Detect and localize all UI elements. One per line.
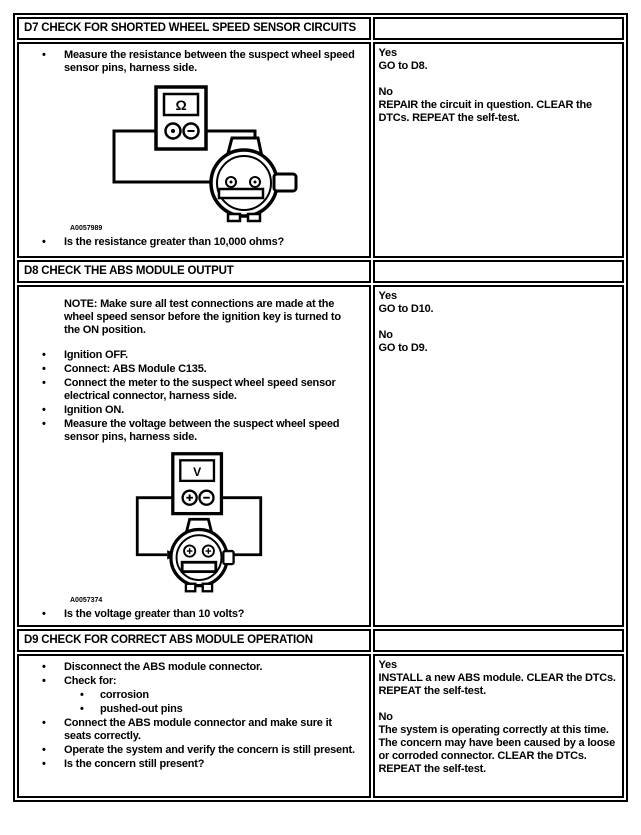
d8-figure-label: A0057374 [70, 597, 103, 604]
d9-header-cell [17, 629, 371, 652]
spacer [379, 73, 619, 86]
d8-step-text: Measure the voltage between the suspect wheel speed sensor pins, harness side. [64, 418, 340, 443]
volt-symbol: V [193, 465, 202, 480]
d9-yes-label: Yes [378, 659, 397, 671]
d9-header-empty-cell [373, 629, 625, 652]
d8-step-text: Connect: ABS Module C135. [64, 363, 207, 375]
d7-header-empty-cell [373, 17, 625, 40]
d8-question-item [22, 608, 366, 621]
bullet-icon: • [42, 49, 46, 61]
bullet-icon: • [42, 377, 46, 389]
bullet-icon: • [42, 418, 46, 430]
d7-step-item [22, 49, 366, 75]
d8-header-cell [17, 260, 371, 283]
d8-question-text: Is the voltage greater than 10 volts? [64, 608, 245, 620]
bullet-icon: • [42, 349, 46, 361]
d9-header-title: D9 CHECK FOR CORRECT ABS MODULE OPERATION [24, 634, 313, 646]
d9-substep-text: pushed-out pins [100, 703, 183, 715]
d7-no-label: No [378, 86, 393, 98]
d8-no-action: GO to D9. [378, 342, 428, 354]
d9-step-text: Check for: [64, 675, 117, 687]
d9-result-cell [373, 654, 625, 798]
bullet-icon: • [42, 608, 46, 620]
d8-body-row [17, 285, 624, 627]
d9-step-text: Disconnect the ABS module connector. [64, 661, 263, 673]
d9-substep-item [22, 689, 366, 702]
d8-header-row [17, 260, 624, 283]
d8-test-step-cell [17, 285, 371, 627]
d9-step-item [22, 675, 366, 688]
d8-no-label: No [378, 329, 393, 341]
d9-step-item [22, 744, 366, 757]
d8-note: NOTE: Make sure all test connections are made at the wheel speed sensor before the ignition key is turned to the ON position. [64, 298, 341, 336]
d9-question-item [22, 758, 366, 771]
d8-step-item [22, 404, 366, 417]
d8-step-item [22, 349, 366, 362]
d9-no-label: No [378, 711, 393, 723]
d8-figure [124, 450, 366, 595]
d9-step-text: Connect the ABS module connector and make sure it seats correctly. [64, 717, 332, 742]
d8-yes-label: Yes [378, 290, 397, 302]
d7-body-row [17, 42, 624, 258]
d9-header-row [17, 629, 624, 652]
bullet-icon: • [42, 661, 46, 673]
d7-no-action: REPAIR the circuit in question. CLEAR the DTCs. REPEAT the self-test. [378, 99, 595, 124]
d9-step-text: Operate the system and verify the concern is still present. [64, 744, 355, 756]
ohmmeter-test-diagram [94, 83, 324, 223]
bullet-icon: • [42, 236, 46, 248]
d7-figure [94, 83, 366, 223]
wheel-speed-sensor-connector-icon [171, 519, 234, 591]
ohmmeter-icon [156, 87, 206, 149]
d9-step-item [22, 661, 366, 674]
bullet-icon: • [42, 675, 46, 687]
ohm-symbol: Ω [175, 97, 187, 113]
d7-figure-label: A0057989 [70, 225, 103, 232]
d9-substep-item [22, 703, 366, 716]
d7-yes-label: Yes [378, 47, 397, 59]
bullet-icon: • [42, 717, 46, 729]
d9-yes-action: INSTALL a new ABS module. CLEAR the DTCs. REPEAT the self-test. [378, 672, 619, 697]
d7-step-text: Measure the resistance between the suspect wheel speed sensor pins, harness side. [64, 49, 355, 74]
d7-test-step-cell [17, 42, 371, 258]
d7-yes-action: GO to D8. [378, 60, 428, 72]
d9-step-item [22, 717, 366, 743]
bullet-icon: • [42, 404, 46, 416]
wheel-speed-sensor-icon [211, 138, 296, 221]
d9-body-row [17, 654, 624, 798]
voltmeter-test-diagram [124, 450, 274, 595]
d8-yes-action: GO to D10. [378, 303, 434, 315]
bullet-icon: • [80, 689, 84, 701]
d9-test-step-cell [17, 654, 371, 798]
pinpoint-test-table [13, 13, 628, 802]
d7-header-row [17, 17, 624, 40]
d9-substep-text: corrosion [100, 689, 149, 701]
d7-header-cell [17, 17, 371, 40]
d8-step-text: Connect the meter to the suspect wheel speed sensor electrical connector, harness side. [64, 377, 336, 402]
spacer [379, 698, 619, 711]
d7-question-item [22, 236, 366, 249]
d8-header-title: D8 CHECK THE ABS MODULE OUTPUT [24, 265, 234, 277]
d8-step-item [22, 363, 366, 376]
d9-no-action: The system is operating correctly at this time. The concern may have been caused by a loose or corroded connector. CLEAR the DTCs. REPEAT the self-test. [378, 724, 618, 775]
bullet-icon: • [42, 758, 46, 770]
d8-step-item [22, 418, 366, 444]
d7-header-title: D7 CHECK FOR SHORTED WHEEL SPEED SENSOR CIRCUITS [24, 22, 357, 34]
bullet-icon: • [42, 363, 46, 375]
d8-header-empty-cell [373, 260, 625, 283]
d7-result-cell [373, 42, 625, 258]
d9-question-text: Is the concern still present? [64, 758, 205, 770]
d8-step-text: Ignition OFF. [64, 349, 128, 361]
d8-step-text: Ignition ON. [64, 404, 124, 416]
bullet-icon: • [42, 744, 46, 756]
bullet-icon: • [80, 703, 84, 715]
voltmeter-icon [173, 454, 222, 514]
spacer [379, 316, 619, 329]
d7-question-text: Is the resistance greater than 10,000 ohms? [64, 236, 285, 248]
d8-step-item [22, 377, 366, 403]
d8-result-cell [373, 285, 625, 627]
